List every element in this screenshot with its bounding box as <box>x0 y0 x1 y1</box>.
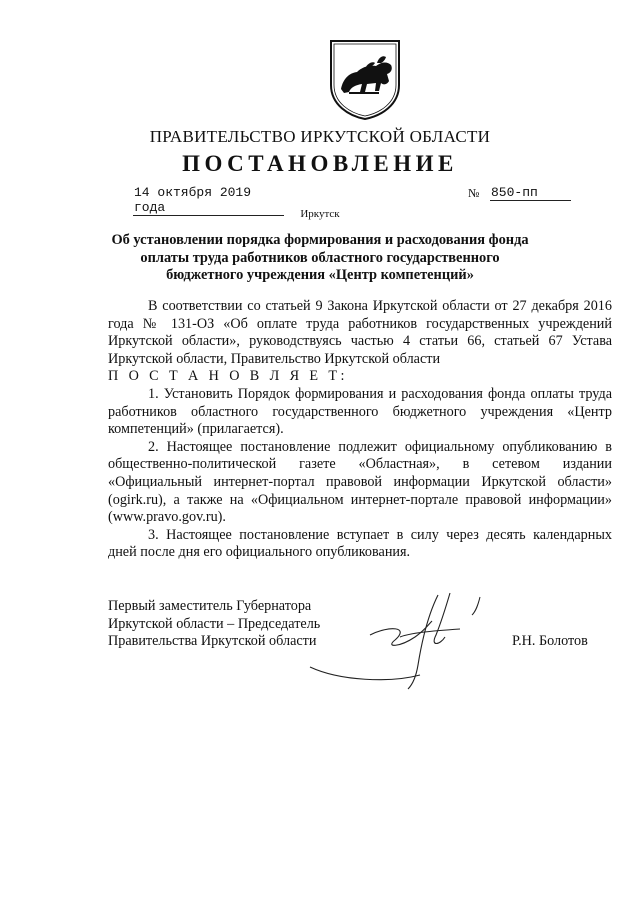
position-line: Первый заместитель Губернатора <box>108 598 312 614</box>
coat-of-arms-icon <box>329 39 401 121</box>
signature-icon <box>300 585 500 695</box>
document-body <box>108 298 612 562</box>
item-2: 2. Настоящее постановление подлежит официальному опубликованию в общественно-политической газете «Областная», в сетевом издании «Официальный интернет-портал правовой информации Иркутской области» (ogirk.ru), а также на «Официальном интернет-портале правовой информации» (www.pravo.gov.ru). <box>108 438 612 526</box>
position-line: Иркутской области – Председатель <box>108 615 321 632</box>
resolves-label: П О С Т А Н О В Л Я Е Т: <box>108 368 348 385</box>
number-sign: № <box>468 186 480 200</box>
document-title: Об установлении порядка формирования и расходования фонда оплаты труда работников областного государственного бюджетного учреждения «Центр компетенций» <box>111 232 529 284</box>
government-name: ПРАВИТЕЛЬСТВО ИРКУТСКОЙ ОБЛАСТИ <box>149 127 491 146</box>
document-number: 850-пп <box>490 185 571 201</box>
city-name: Иркутск <box>300 208 340 220</box>
item-3: 3. Настоящее постановление вступает в силу через десять календарных дней после дня его официального опубликования. <box>108 526 612 561</box>
preamble: В соответствии со статьей 9 Закона Иркутской области от 27 декабря 2016 года № 131-ОЗ «Об оплате труда работников государственных учреждений Иркутской области», руководствуясь частью 4 статьи 66, статьей 67 Устава Иркутской области, Правительство Иркутской области <box>108 298 612 367</box>
position-line: Правительства Иркутской области <box>108 633 317 650</box>
item-1: 1. Установить Порядок формирования и расходования фонда оплаты труда работников областного государственного бюджетного учреждения «Центр компетенций» (прилагается). <box>108 385 612 438</box>
document-date: 14 октября 2019 года <box>133 185 284 216</box>
signatory-name: Р.Н. Болотов <box>512 633 588 649</box>
document-type: ПОСТАНОВЛЕНИЕ <box>182 151 458 176</box>
signatory-position <box>108 598 320 651</box>
